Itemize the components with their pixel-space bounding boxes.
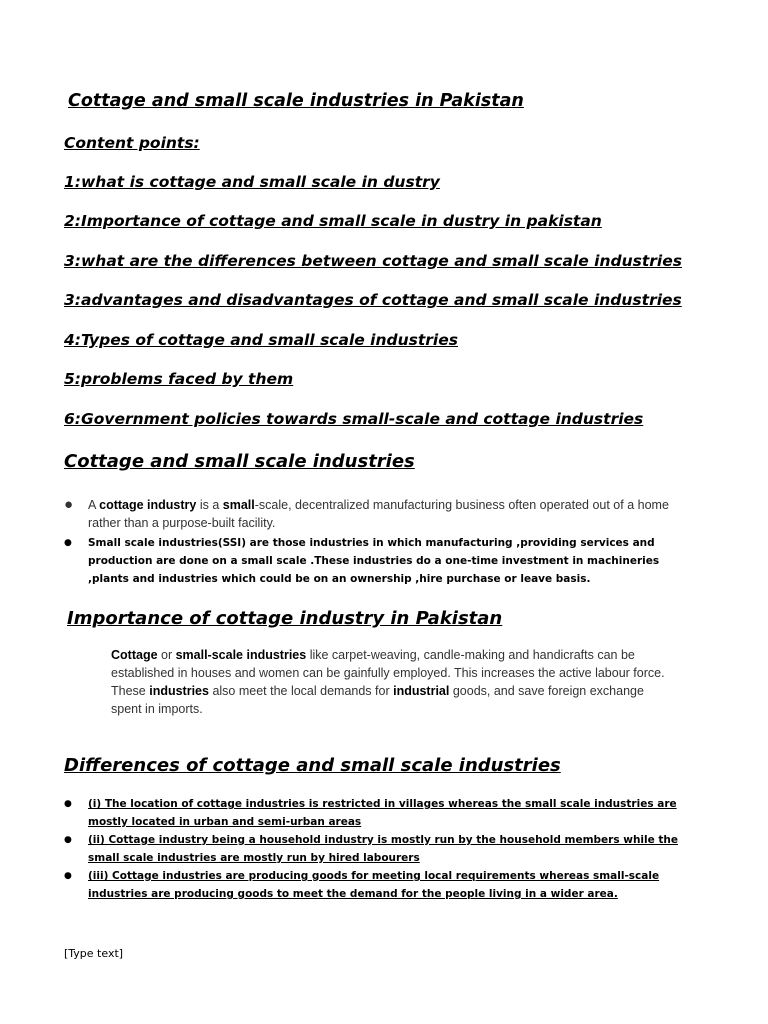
page-title: Cottage and small scale industries in Pakistan (68, 91, 524, 111)
text: (i) The location of cottage industries is restricted in villages whereas the small scale industries are mostly located in urban and semi-urban areas (88, 798, 677, 828)
text: industries (149, 684, 209, 698)
list-item (64, 795, 684, 831)
list-item (64, 496, 684, 532)
text: -scale, decentralized manufacturing business often operated out of a home rather than a purpose-built facility. (88, 498, 669, 530)
toc-item: 1:what is cottage and small scale in dustry (64, 173, 440, 191)
text: like carpet-weaving, candle-making and handicrafts can be established in houses and women can be gainfully employed. This increases the active labour force. These (111, 648, 665, 698)
section-heading-differences: Differences of cottage and small scale industries (64, 755, 561, 776)
text: (iii) Cottage industries are producing goods for meeting local requirements whereas small-scale industries are producing goods to meet the demand for the people living in a wider area. (88, 870, 660, 900)
text: Small scale industries(SSI) are those industries in which manufacturing ,providing services and production are done on a small scale .These industries do a one-time investment in machineries ,plants and industries which could be on an ownership ,hire purchase or leave basis. (88, 537, 660, 585)
list-item (64, 867, 684, 903)
section-heading-importance: Importance of cottage industry in Pakistan (67, 608, 503, 629)
content-points-heading: Content points: (64, 134, 200, 152)
bullet-icon: ● (64, 871, 72, 881)
toc-item: 5:problems faced by them (64, 370, 294, 388)
text: cottage industry (99, 498, 197, 512)
text: or (157, 648, 176, 662)
text: is a (196, 498, 223, 512)
footer-placeholder: [Type text] (64, 947, 124, 960)
text: also meet the local demands for (208, 684, 394, 698)
toc-item: 6:Government policies towards small-scale and cottage industries (64, 410, 644, 428)
list-item (64, 534, 684, 588)
list-item (64, 831, 684, 867)
toc-item: 2:Importance of cottage and small scale in dustry in pakistan (64, 212, 602, 230)
toc-item: 3:what are the differences between cottage and small scale industries (64, 252, 682, 270)
text: A (88, 498, 100, 512)
importance-paragraph (111, 646, 671, 718)
bullet-icon: ● (64, 835, 72, 845)
toc-item: 4:Types of cottage and small scale industries (64, 331, 458, 349)
text: small-scale industries (175, 648, 307, 662)
bullet-icon: ● (64, 799, 72, 809)
section-heading-cottage-small-scale: Cottage and small scale industries (64, 451, 415, 472)
bullet-icon: ● (64, 496, 74, 513)
text: small (222, 498, 255, 512)
text: Cottage (111, 648, 158, 662)
toc-item: 3:advantages and disadvantages of cottage and small scale industries (64, 291, 682, 309)
text: (ii) Cottage industry being a household industry is mostly run by the household members while the small scale industries are mostly run by hired labourers (88, 834, 679, 864)
differences-list (64, 795, 684, 903)
text: industrial (393, 684, 450, 698)
definitions-list (64, 496, 684, 588)
text: goods, and save foreign exchange spent in imports. (111, 684, 644, 716)
bullet-icon: ● (64, 538, 72, 548)
